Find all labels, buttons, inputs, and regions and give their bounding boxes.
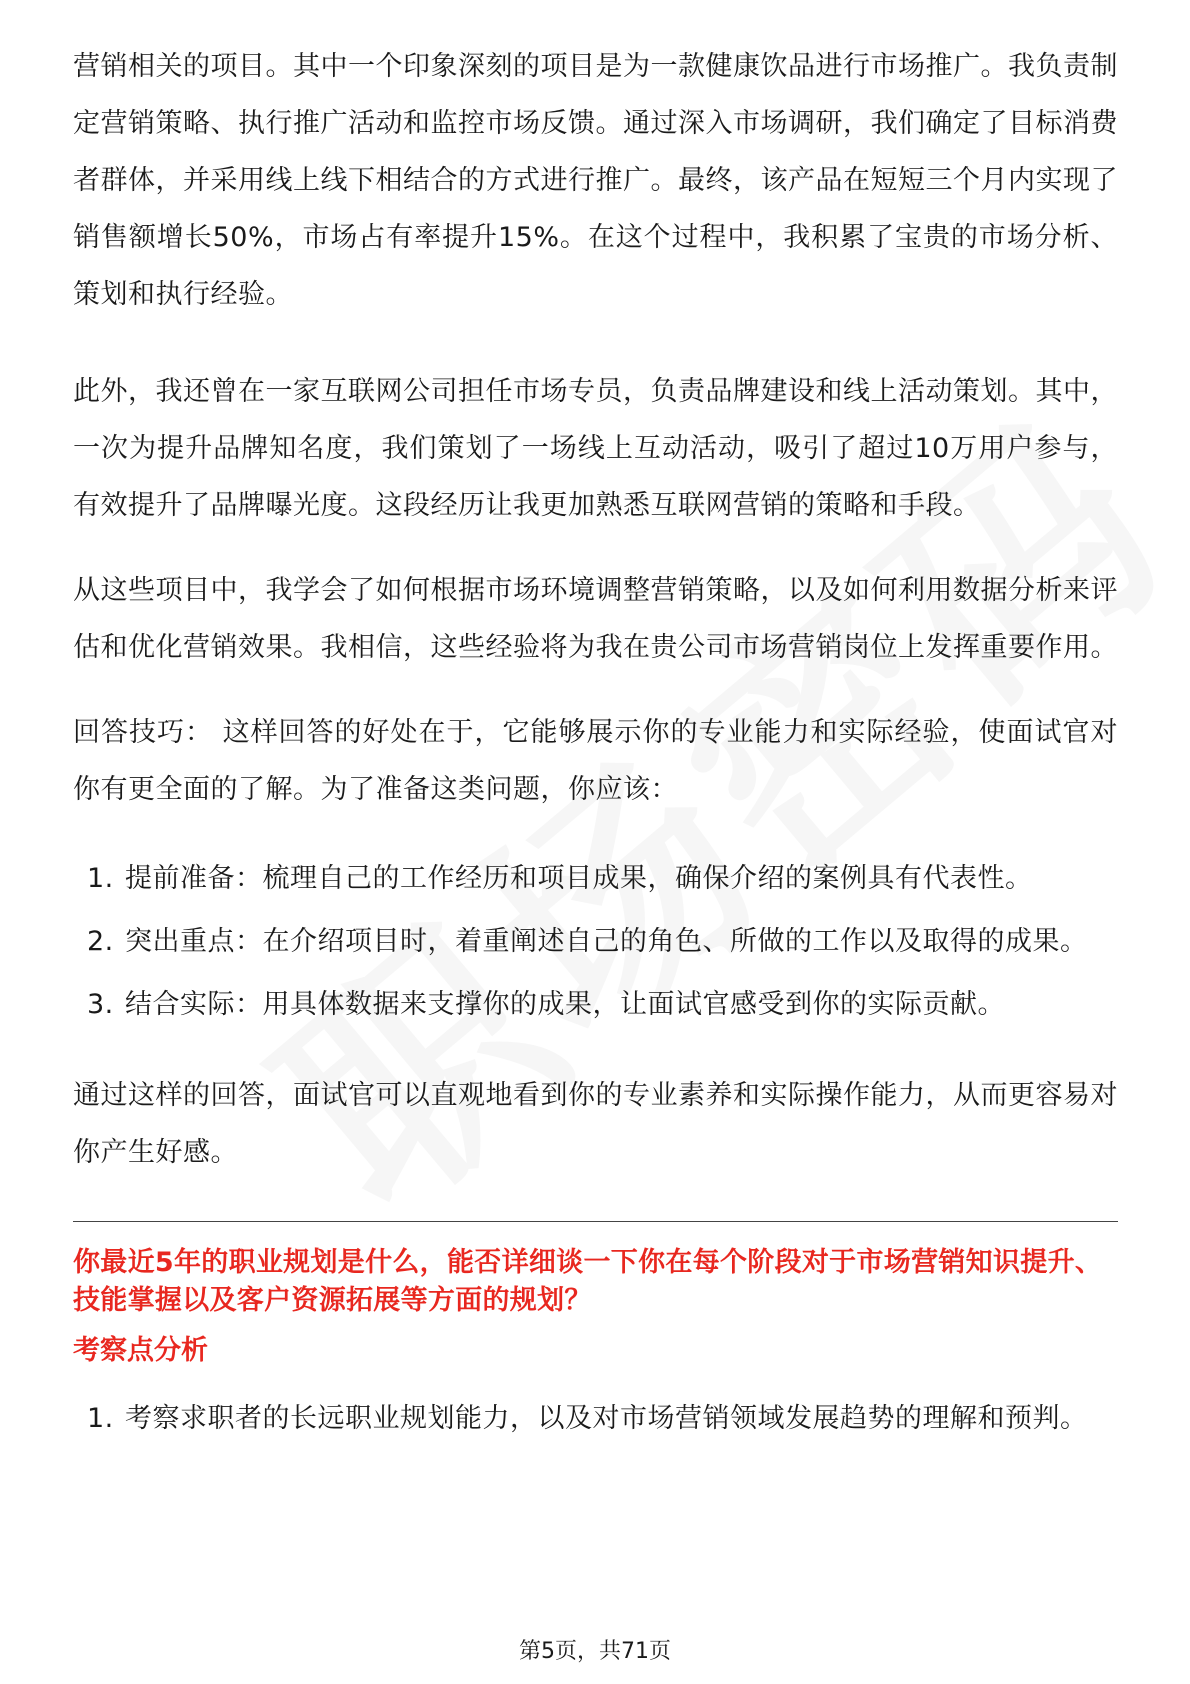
list-item bbox=[73, 1390, 1118, 1447]
list-item bbox=[73, 850, 1118, 907]
page-footer: 第5页，共71页 bbox=[519, 1639, 671, 1664]
document-page bbox=[73, 38, 1118, 1453]
paragraph-internet-experience: 此外，我还曾在一家互联网公司担任市场专员，负责品牌建设和线上活动策划。其中，一次为提升品牌知名度，我们策划了一场线上互动活动，吸引了超过10万用户参与，有效提升了品牌曝光度。这段经历让我更加熟悉互联网营销的策略和手段。 bbox=[73, 376, 1118, 521]
paragraph-answer-tips: 回答技巧： 这样回答的好处在于，它能够展示你的专业能力和实际经验，使面试官对你有更全面的了解。为了准备这类问题，你应该： bbox=[73, 717, 1118, 805]
list-item-text: 突出重点：在介绍项目时，着重阐述自己的角色、所做的工作以及取得的成果。 bbox=[125, 926, 1088, 957]
tips-list bbox=[73, 850, 1118, 1033]
list-item-text: 考察求职者的长远职业规划能力，以及对市场营销领域发展趋势的理解和预判。 bbox=[125, 1403, 1088, 1434]
analysis-list bbox=[73, 1390, 1118, 1447]
list-item-text: 提前准备：梳理自己的工作经历和项目成果，确保介绍的案例具有代表性。 bbox=[125, 863, 1033, 894]
list-number: 1. bbox=[87, 1403, 114, 1434]
list-item-text: 结合实际：用具体数据来支撑你的成果，让面试官感受到你的实际贡献。 bbox=[125, 989, 1005, 1020]
paragraph-lessons-learned: 从这些项目中，我学会了如何根据市场环境调整营销策略，以及如何利用数据分析来评估和优化营销效果。我相信，这些经验将为我在贵公司市场营销岗位上发挥重要作用。 bbox=[73, 575, 1118, 663]
list-item bbox=[73, 976, 1118, 1033]
paragraph-project-experience: 营销相关的项目。其中一个印象深刻的项目是为一款健康饮品进行市场推广。我负责制定营销策略、执行推广活动和监控市场反馈。通过深入市场调研，我们确定了目标消费者群体，并采用线上线下相结合的方式进行推广。最终，该产品在短短三个月内实现了销售额增长50%，市场占有率提升15%。在这个过程中，我积累了宝贵的市场分析、策划和执行经验。 bbox=[73, 51, 1118, 310]
interview-question: 你最近5年的职业规划是什么，能否详细谈一下你在每个阶段对于市场营销知识提升、技能掌握以及客户资源拓展等方面的规划？ bbox=[73, 1247, 1103, 1316]
list-number: 3. bbox=[87, 989, 114, 1020]
list-item bbox=[73, 913, 1118, 970]
analysis-title: 考察点分析 bbox=[73, 1335, 208, 1366]
list-number: 2. bbox=[87, 926, 114, 957]
paragraph-conclusion: 通过这样的回答，面试官可以直观地看到你的专业素养和实际操作能力，从而更容易对你产生好感。 bbox=[73, 1080, 1118, 1168]
list-number: 1. bbox=[87, 863, 114, 894]
